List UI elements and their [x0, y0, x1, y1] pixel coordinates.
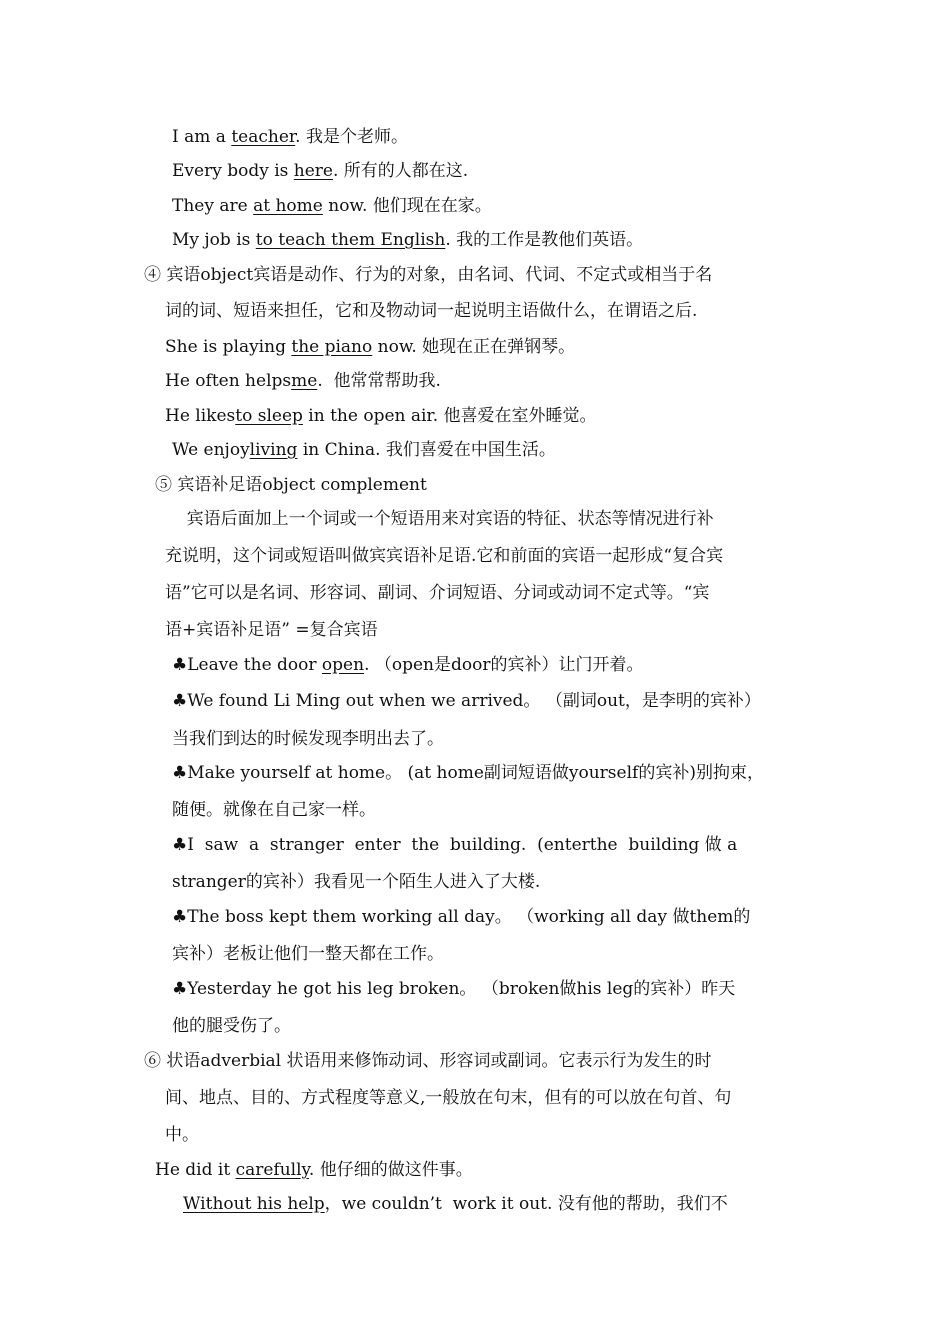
paragraph-line: 间、地点、目的、方式程度等意义,一般放在句末，但有的可以放在句首、句 — [165, 1088, 732, 1108]
example-line: 他的腿受伤了。 — [172, 1016, 291, 1036]
example-line: ♣Leave the door open. （open是door的宾补）让门开着。 — [172, 655, 644, 675]
paragraph-line: 充说明，这个词或短语叫做宾宾语补足语.它和前面的宾语一起形成“复合宾 — [165, 546, 724, 566]
example-line: I am a teacher. 我是个老师。 — [172, 127, 408, 147]
section-marker: ④ — [144, 265, 161, 285]
example-line: ♣The boss kept them working all day。 （working all day 做them的 — [172, 907, 751, 927]
paragraph-line: 语”它可以是名词、形容词、副词、介词短语、分词或动词不定式等。“宾 — [165, 583, 710, 603]
paragraph-line: 语+宾语补足语” =复合宾语 — [165, 620, 378, 640]
paragraph-line: 宾语后面加上一个词或一个短语用来对宾语的特征、状态等情况进行补 — [165, 509, 714, 529]
example-line: She is playing the piano now. 她现在正在弹钢琴。 — [165, 337, 576, 357]
example-line: ♣Make yourself at home。 (at home副词短语做yourself的宾补)别拘束， — [172, 763, 764, 783]
example-line: 当我们到达的时候发现李明出去了。 — [172, 729, 444, 749]
example-line: ♣I saw a stranger enter the building. (enterthe building 做 a — [172, 835, 738, 855]
example-line: He likesto sleep in the open air. 他喜爱在室外睡觉。 — [165, 406, 597, 426]
example-line: 宾补）老板让他们一整天都在工作。 — [172, 944, 444, 964]
paragraph-line: 中。 — [165, 1125, 199, 1145]
section-adverbial-heading: ⑥ 状语adverbial 状语用来修饰动词、形容词或副词。它表示行为发生的时 — [144, 1051, 712, 1071]
example-line: My job is to teach them English. 我的工作是教他们英语。 — [172, 230, 644, 250]
example-line: They are at home now. 他们现在在家。 — [172, 196, 492, 216]
example-line: Without his help，we couldn’t work it out. 没有他的帮助，我们不 — [183, 1194, 728, 1214]
example-line: ♣Yesterday he got his leg broken。 （broken做his leg的宾补）昨天 — [172, 979, 736, 999]
example-line: stranger的宾补）我看见一个陌生人进入了大楼. — [172, 872, 541, 892]
example-line: He often helpsme. 他常常帮助我. — [165, 371, 441, 391]
example-line: We enjoyliving in China. 我们喜爱在中国生活。 — [172, 440, 556, 460]
section-marker: ⑥ — [144, 1051, 161, 1071]
example-line: ♣We found Li Ming out when we arrived。 （副词out，是李明的宾补） — [172, 691, 761, 711]
section-complement-heading: ⑤ 宾语补足语object complement — [155, 475, 427, 495]
section-object-heading: ④ 宾语object宾语是动作、行为的对象，由名词、代词、不定式或相当于名 — [144, 265, 713, 285]
example-line: Every body is here. 所有的人都在这. — [172, 161, 469, 181]
example-line: He did it carefully. 他仔细的做这件事。 — [155, 1160, 473, 1180]
example-line: 随便。就像在自己家一样。 — [172, 800, 376, 820]
paragraph-line: 词的词、短语来担任，它和及物动词一起说明主语做什么，在谓语之后. — [165, 301, 698, 321]
